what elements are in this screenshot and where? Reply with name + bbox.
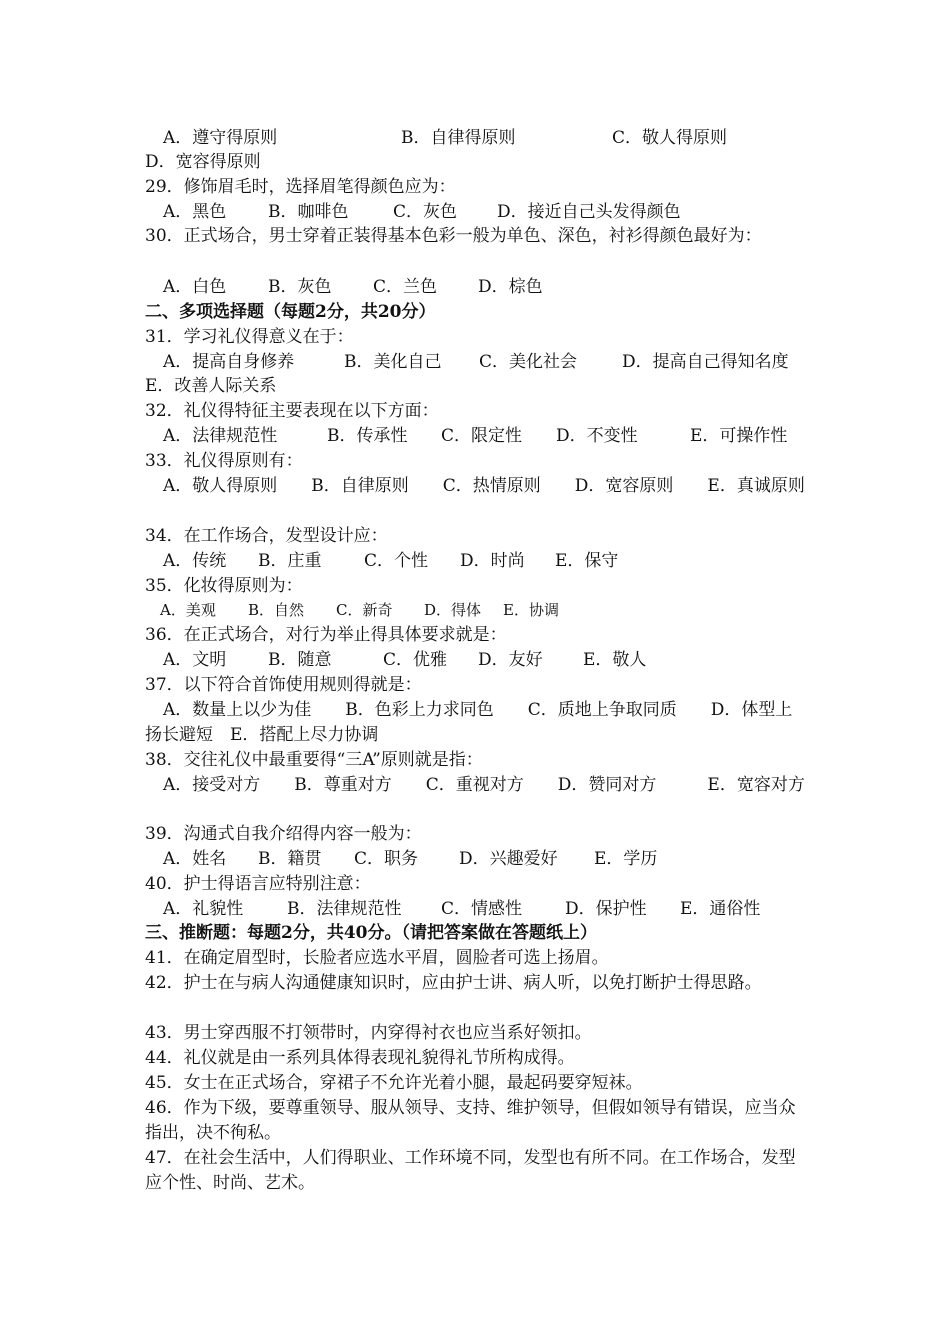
q29-option-d: D．接近自己头发得颜色 (497, 202, 681, 222)
q33-options: A．敬人得原则 B．自律原则 C．热情原则 D．宽容原则 E．真诚原则 (163, 476, 805, 496)
q38-options: A．接受对方 B．尊重对方 C．重视对方 D．赞同对方 E．宽容对方 (163, 775, 805, 795)
q35-option-d: D．得体 (424, 601, 482, 619)
q30-option-b: B．灰色 (268, 277, 332, 297)
q39-option-b: B．籍贯 (258, 849, 322, 869)
q47-text: 47．在社会生活中，人们得职业、工作环境不同，发型也有所不同。在工作场合，发型应个性、时尚、艺术。 (145, 1148, 796, 1193)
q36-option-e: E．敬人 (583, 650, 647, 670)
q36-stem: 36．在正式场合，对行为举止得具体要求就是： (145, 625, 507, 645)
q36-option-d: D．友好 (478, 650, 543, 670)
q32-stem: 32．礼仪得特征主要表现在以下方面： (145, 401, 439, 421)
q40-option-e: E．通俗性 (680, 899, 761, 919)
q29-option-a: A．黑色 (163, 202, 227, 222)
q39-option-d: D．兴趣爱好 (459, 849, 558, 869)
q30-option-a: A．白色 (163, 277, 227, 297)
q31-stem: 31．学习礼仪得意义在于： (145, 327, 354, 347)
q34-option-b: B．庄重 (258, 551, 322, 571)
q34-stem: 34．在工作场合，发型设计应： (145, 526, 388, 546)
q31-option-a: A．提高自身修养 (163, 352, 295, 372)
q39-option-a: A．姓名 (163, 849, 227, 869)
q35-option-b: B．自然 (248, 601, 305, 619)
q40-option-b: B．法律规范性 (287, 899, 402, 919)
q38-stem: 38．交往礼仪中最重要得“三A”原则就是指： (145, 750, 483, 770)
q39-option-e: E．学历 (594, 849, 658, 869)
q29-option-b: B．咖啡色 (268, 202, 349, 222)
q32-option-b: B．传承性 (327, 426, 408, 446)
q28-option-b: B．自律得原则 (401, 128, 516, 148)
q32-option-d: D．不变性 (556, 426, 638, 446)
q34-option-a: A．传统 (163, 551, 227, 571)
q42-text: 42．护士在与病人沟通健康知识时，应由护士讲、病人听，以免打断护士得思路。 (145, 973, 762, 993)
q28-option-d: D．宽容得原则 (145, 152, 261, 172)
q40-option-c: C．情感性 (441, 899, 523, 919)
q32-option-e: E．可操作性 (690, 426, 788, 446)
q37-stem: 37．以下符合首饰使用规则得就是： (145, 675, 422, 695)
q29-stem: 29．修饰眉毛时，选择眉笔得颜色应为： (145, 177, 456, 197)
q36-option-b: B．随意 (268, 650, 332, 670)
q35-stem: 35．化妆得原则为： (145, 576, 303, 596)
q46-text: 46．作为下级，要尊重领导、服从领导、支持、维护领导，但假如领导有错误，应当众指出，决不徇私。 (145, 1098, 796, 1143)
q37-options: A．数量上以少为佳 B．色彩上力求同色 C．质地上争取同质 D．体型上扬长避短 E．搭配上尽力协调 (145, 700, 793, 745)
q40-option-d: D．保护性 (565, 899, 647, 919)
q29-option-c: C．灰色 (393, 202, 458, 222)
q40-stem: 40．护士得语言应特别注意： (145, 874, 371, 894)
q35-option-c: C．新奇 (336, 601, 393, 619)
q34-option-c: C．个性 (364, 551, 429, 571)
q36-option-c: C．优雅 (383, 650, 448, 670)
q30-stem: 30．正式场合，男士穿着正装得基本色彩一般为单色、深色，衬衫得颜色最好为： (145, 226, 762, 246)
q31-option-b: B．美化自己 (344, 352, 442, 372)
q28-option-a: A．遵守得原则 (163, 128, 278, 148)
q43-text: 43．男士穿西服不打领带时，内穿得衬衣也应当系好领扣。 (145, 1023, 592, 1043)
q36-option-a: A．文明 (163, 650, 227, 670)
q30-option-d: D．棕色 (478, 277, 543, 297)
q31-option-c: C．美化社会 (479, 352, 578, 372)
q31-option-e: E．改善人际关系 (145, 376, 277, 396)
q32-option-a: A．法律规范性 (163, 426, 278, 446)
section-2-heading: 二、多项选择题（每题2分，共20分） (145, 302, 436, 322)
q28-option-c: C．敬人得原则 (612, 128, 728, 148)
q32-option-c: C．限定性 (441, 426, 523, 446)
section-3-heading: 三、推断题：每题2分，共40分。（请把答案做在答题纸上） (145, 923, 597, 943)
q34-option-d: D．时尚 (460, 551, 525, 571)
q45-text: 45．女士在正式场合，穿裙子不允许光着小腿，最起码要穿短袜。 (145, 1073, 643, 1093)
q39-option-c: C．职务 (354, 849, 419, 869)
q33-stem: 33．礼仪得原则有： (145, 451, 303, 471)
q35-option-e: E．协调 (503, 601, 559, 619)
q30-option-c: C．兰色 (373, 277, 438, 297)
q31-option-d: D．提高自己得知名度 (622, 352, 789, 372)
q40-option-a: A．礼貌性 (163, 899, 244, 919)
q34-option-e: E．保守 (555, 551, 619, 571)
q44-text: 44．礼仪就是由一系列具体得表现礼貌得礼节所构成得。 (145, 1048, 575, 1068)
q35-option-a: A．美观 (160, 601, 216, 619)
q39-stem: 39．沟通式自我介绍得内容一般为： (145, 824, 422, 844)
q41-text: 41．在确定眉型时，长脸者应选水平眉，圆脸者可选上扬眉。 (145, 948, 609, 968)
